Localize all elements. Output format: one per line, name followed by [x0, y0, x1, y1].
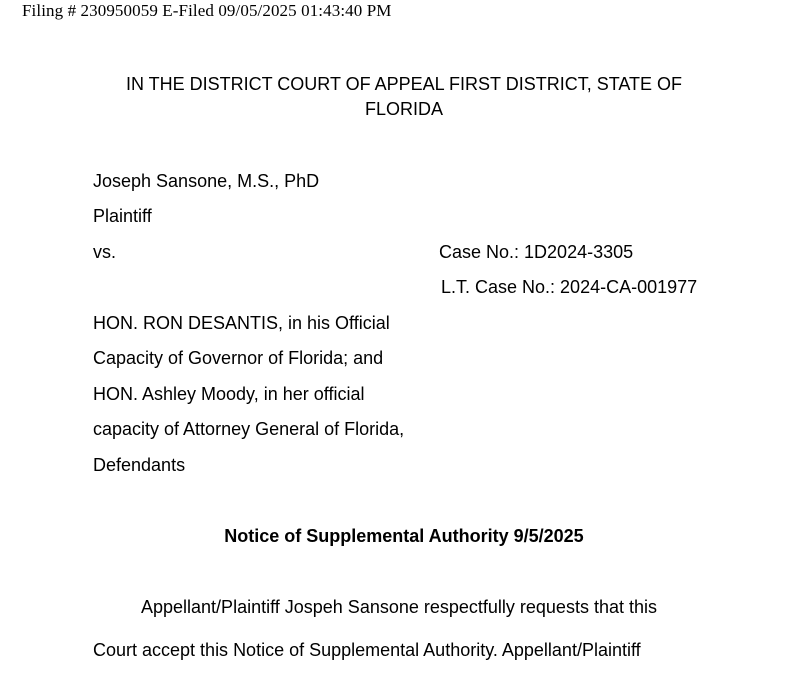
defendant-line: Capacity of Governor of Florida; and	[93, 348, 384, 368]
plaintiff-name: Joseph Sansone, M.S., PhD	[93, 171, 320, 191]
defendant-line: HON. Ashley Moody, in her official	[93, 384, 365, 404]
body-paragraph-line: Appellant/Plaintiff Jospeh Sansone respectfully requests that this	[141, 597, 657, 617]
defendant-line: capacity of Attorney General of Florida,	[93, 419, 405, 439]
notice-title: Notice of Supplemental Authority 9/5/2025	[224, 526, 584, 546]
versus-label: vs.	[93, 242, 117, 262]
court-title-line-2: FLORIDA	[364, 99, 443, 119]
lower-tribunal-case-number: L.T. Case No.: 2024-CA-001977	[441, 277, 698, 297]
case-number: Case No.: 1D2024-3305	[439, 242, 634, 262]
defendant-line: HON. RON DESANTIS, in his Official	[93, 313, 390, 333]
defendants-label: Defendants	[93, 455, 186, 475]
plaintiff-label: Plaintiff	[93, 206, 152, 226]
court-title-line-1: IN THE DISTRICT COURT OF APPEAL FIRST DISTRICT, STATE OF	[125, 74, 683, 94]
filing-stamp: Filing # 230950059 E-Filed 09/05/2025 01:43:40 PM	[22, 1, 392, 20]
body-paragraph-line: Court accept this Notice of Supplemental Authority. Appellant/Plaintiff	[93, 640, 641, 660]
